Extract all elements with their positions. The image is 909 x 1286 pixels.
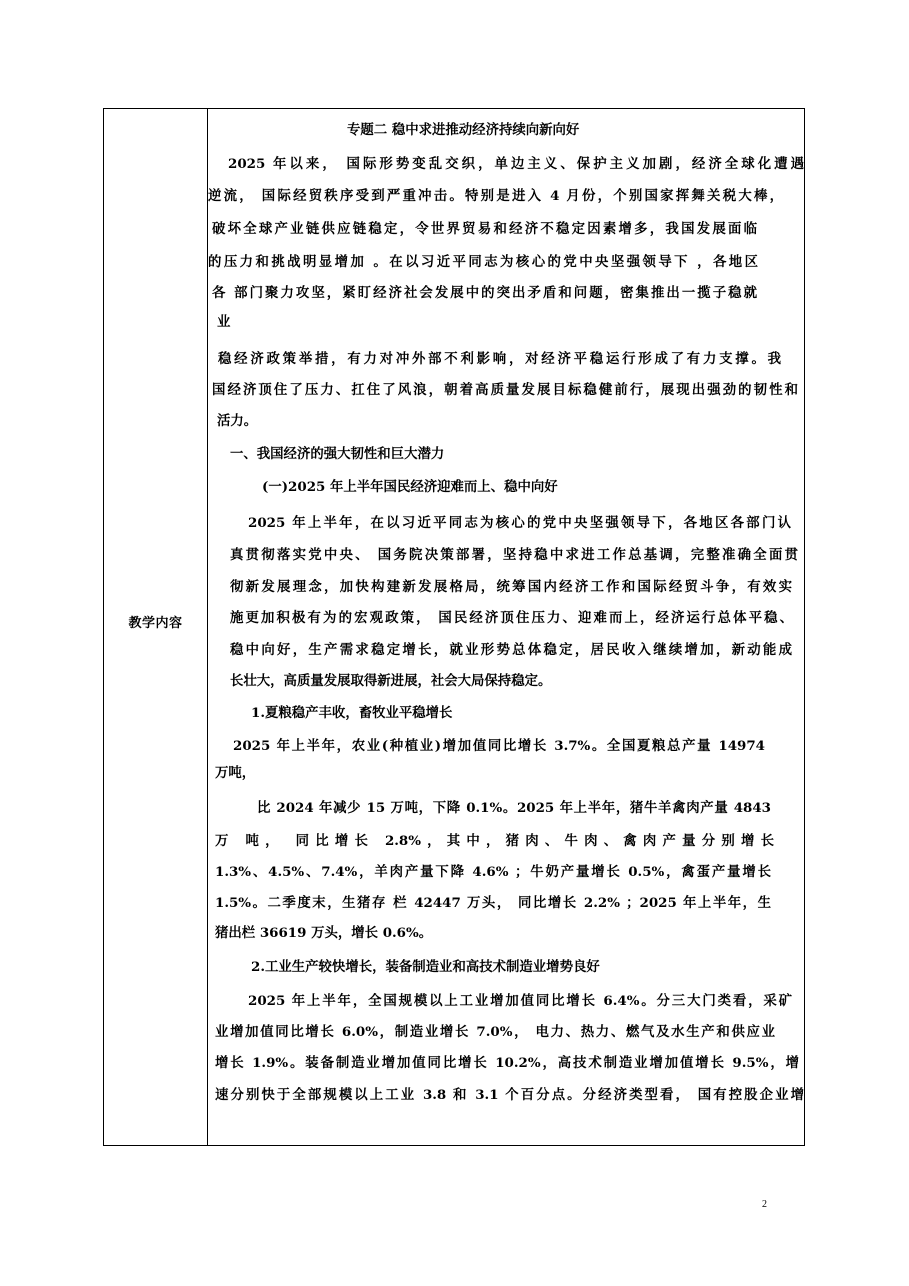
heading-level-3: 2.工业生产较快增长，装备制造业和高技术制造业增势良好 (251, 959, 600, 975)
paragraph-line: 稳中向好，生产需求稳定增长，就业形势总体稳定，居民收入继续增加，新动能成 (230, 642, 792, 658)
paragraph-line: 逆流， 国际经贸秩序受到严重冲击。特别是进入 4 月份，个别国家挥舞关税大棒， (208, 188, 783, 204)
paragraph-line: 速分别快于全部规模以上工业 3.8 和 3.1 个百分点。分经济类型看， 国有控股企业增 (215, 1087, 804, 1103)
paragraph-line: 1.3%、4.5%、7.4%，羊肉产量下降 4.6% ；牛奶产量增长 0.5%，禽蛋产量增长 (215, 864, 771, 880)
paragraph-line: 业 (217, 314, 231, 330)
content-cell (208, 109, 804, 1145)
content-table (103, 108, 805, 1146)
paragraph-line: 各 部门聚力攻坚，紧盯经济社会发展中的突出矛盾和问题，密集推出一揽子稳就 (212, 285, 757, 301)
paragraph-line: 万吨， (215, 765, 256, 781)
paragraph-line: 万 吨， 同比增长 2.8%，其中，猪肉、牛肉、禽肉产量分别增长 (215, 833, 774, 849)
paragraph-line: 2025 年上半年，全国规模以上工业增加值同比增长 6.4%。分三大门类看，采矿 (248, 993, 792, 1009)
paragraph-line: 1.5%。二季度末，生猪存 栏 42447 万头， 同比增长 2.2% ；2025 年上半年，生 (215, 895, 771, 911)
paragraph-line: 2025 年上半年，农业(种植业)增加值同比增长 3.7%。全国夏粮总产量 14974 (233, 738, 765, 754)
paragraph-line: 长壮大，高质量发展取得新进展，社会大局保持稳定。 (230, 673, 552, 689)
paragraph-line: 比 2024 年减少 15 万吨，下降 0.1%。2025 年上半年，猪牛羊禽肉产量 4843 (257, 800, 771, 816)
heading-level-3: 1.夏粮稳产丰收，畜牧业平稳增长 (251, 705, 453, 721)
paragraph-line: 增长 1.9%。装备制造业增加值同比增长 10.2%，高技术制造业增加值增长 9.5%，增 (215, 1055, 799, 1071)
heading-level-2: (一)2025 年上半年国民经济迎难而上、稳中向好 (262, 479, 558, 495)
heading-level-1: 一、我国经济的强大韧性和巨大潜力 (230, 446, 445, 462)
paragraph-line: 2025 年以来， 国际形势变乱交织，单边主义、保护主义加剧，经济全球化遭遇 (228, 156, 804, 172)
paragraph-line: 2025 年上半年，在以习近平同志为核心的党中央坚强领导下，各地区各部门认 (248, 515, 791, 531)
paragraph-line: 真贯彻落实党中央、 国务院决策部署，坚持稳中求进工作总基调，完整准确全面贯 (230, 547, 798, 563)
paragraph-line: 国经济顶住了压力、扛住了风浪，朝着高质量发展目标稳健前行，展现出强劲的韧性和 (212, 382, 798, 398)
paragraph-line: 业增加值同比增长 6.0%，制造业增长 7.0%， 电力、热力、燃气及水生产和供应业 (215, 1024, 775, 1040)
paragraph-line: 猪出栏 36619 万头，增长 0.6%。 (215, 925, 433, 941)
page-number: 2 (762, 1199, 767, 1210)
paragraph-line: 彻新发展理念，加快构建新发展格局，统筹国内经济工作和国际经贸斗争，有效实 (230, 579, 792, 595)
paragraph-line: 破坏全球产业链供应链稳定，令世界贸易和经济不稳定因素增多，我国发展面临 (212, 221, 757, 237)
paragraph-line: 的压力和挑战明显增加 。在以习近平同志为核心的党中央坚强领导下 ，各地区 (208, 254, 758, 270)
section-title: 专题二 稳中求进推动经济持续向新向好 (347, 122, 580, 138)
paragraph-line: 施更加积极有为的宏观政策， 国民经济顶住压力、迎难而上，经济运行总体平稳、 (230, 610, 793, 626)
paragraph-line: 稳经济政策举措，有力对冲外部不利影响，对经济平稳运行形成了有力支撑。我 (218, 351, 781, 367)
label-cell (104, 109, 208, 1145)
paragraph-line: 活力。 (217, 413, 258, 429)
label-teaching-content: 教学内容 (128, 616, 183, 631)
